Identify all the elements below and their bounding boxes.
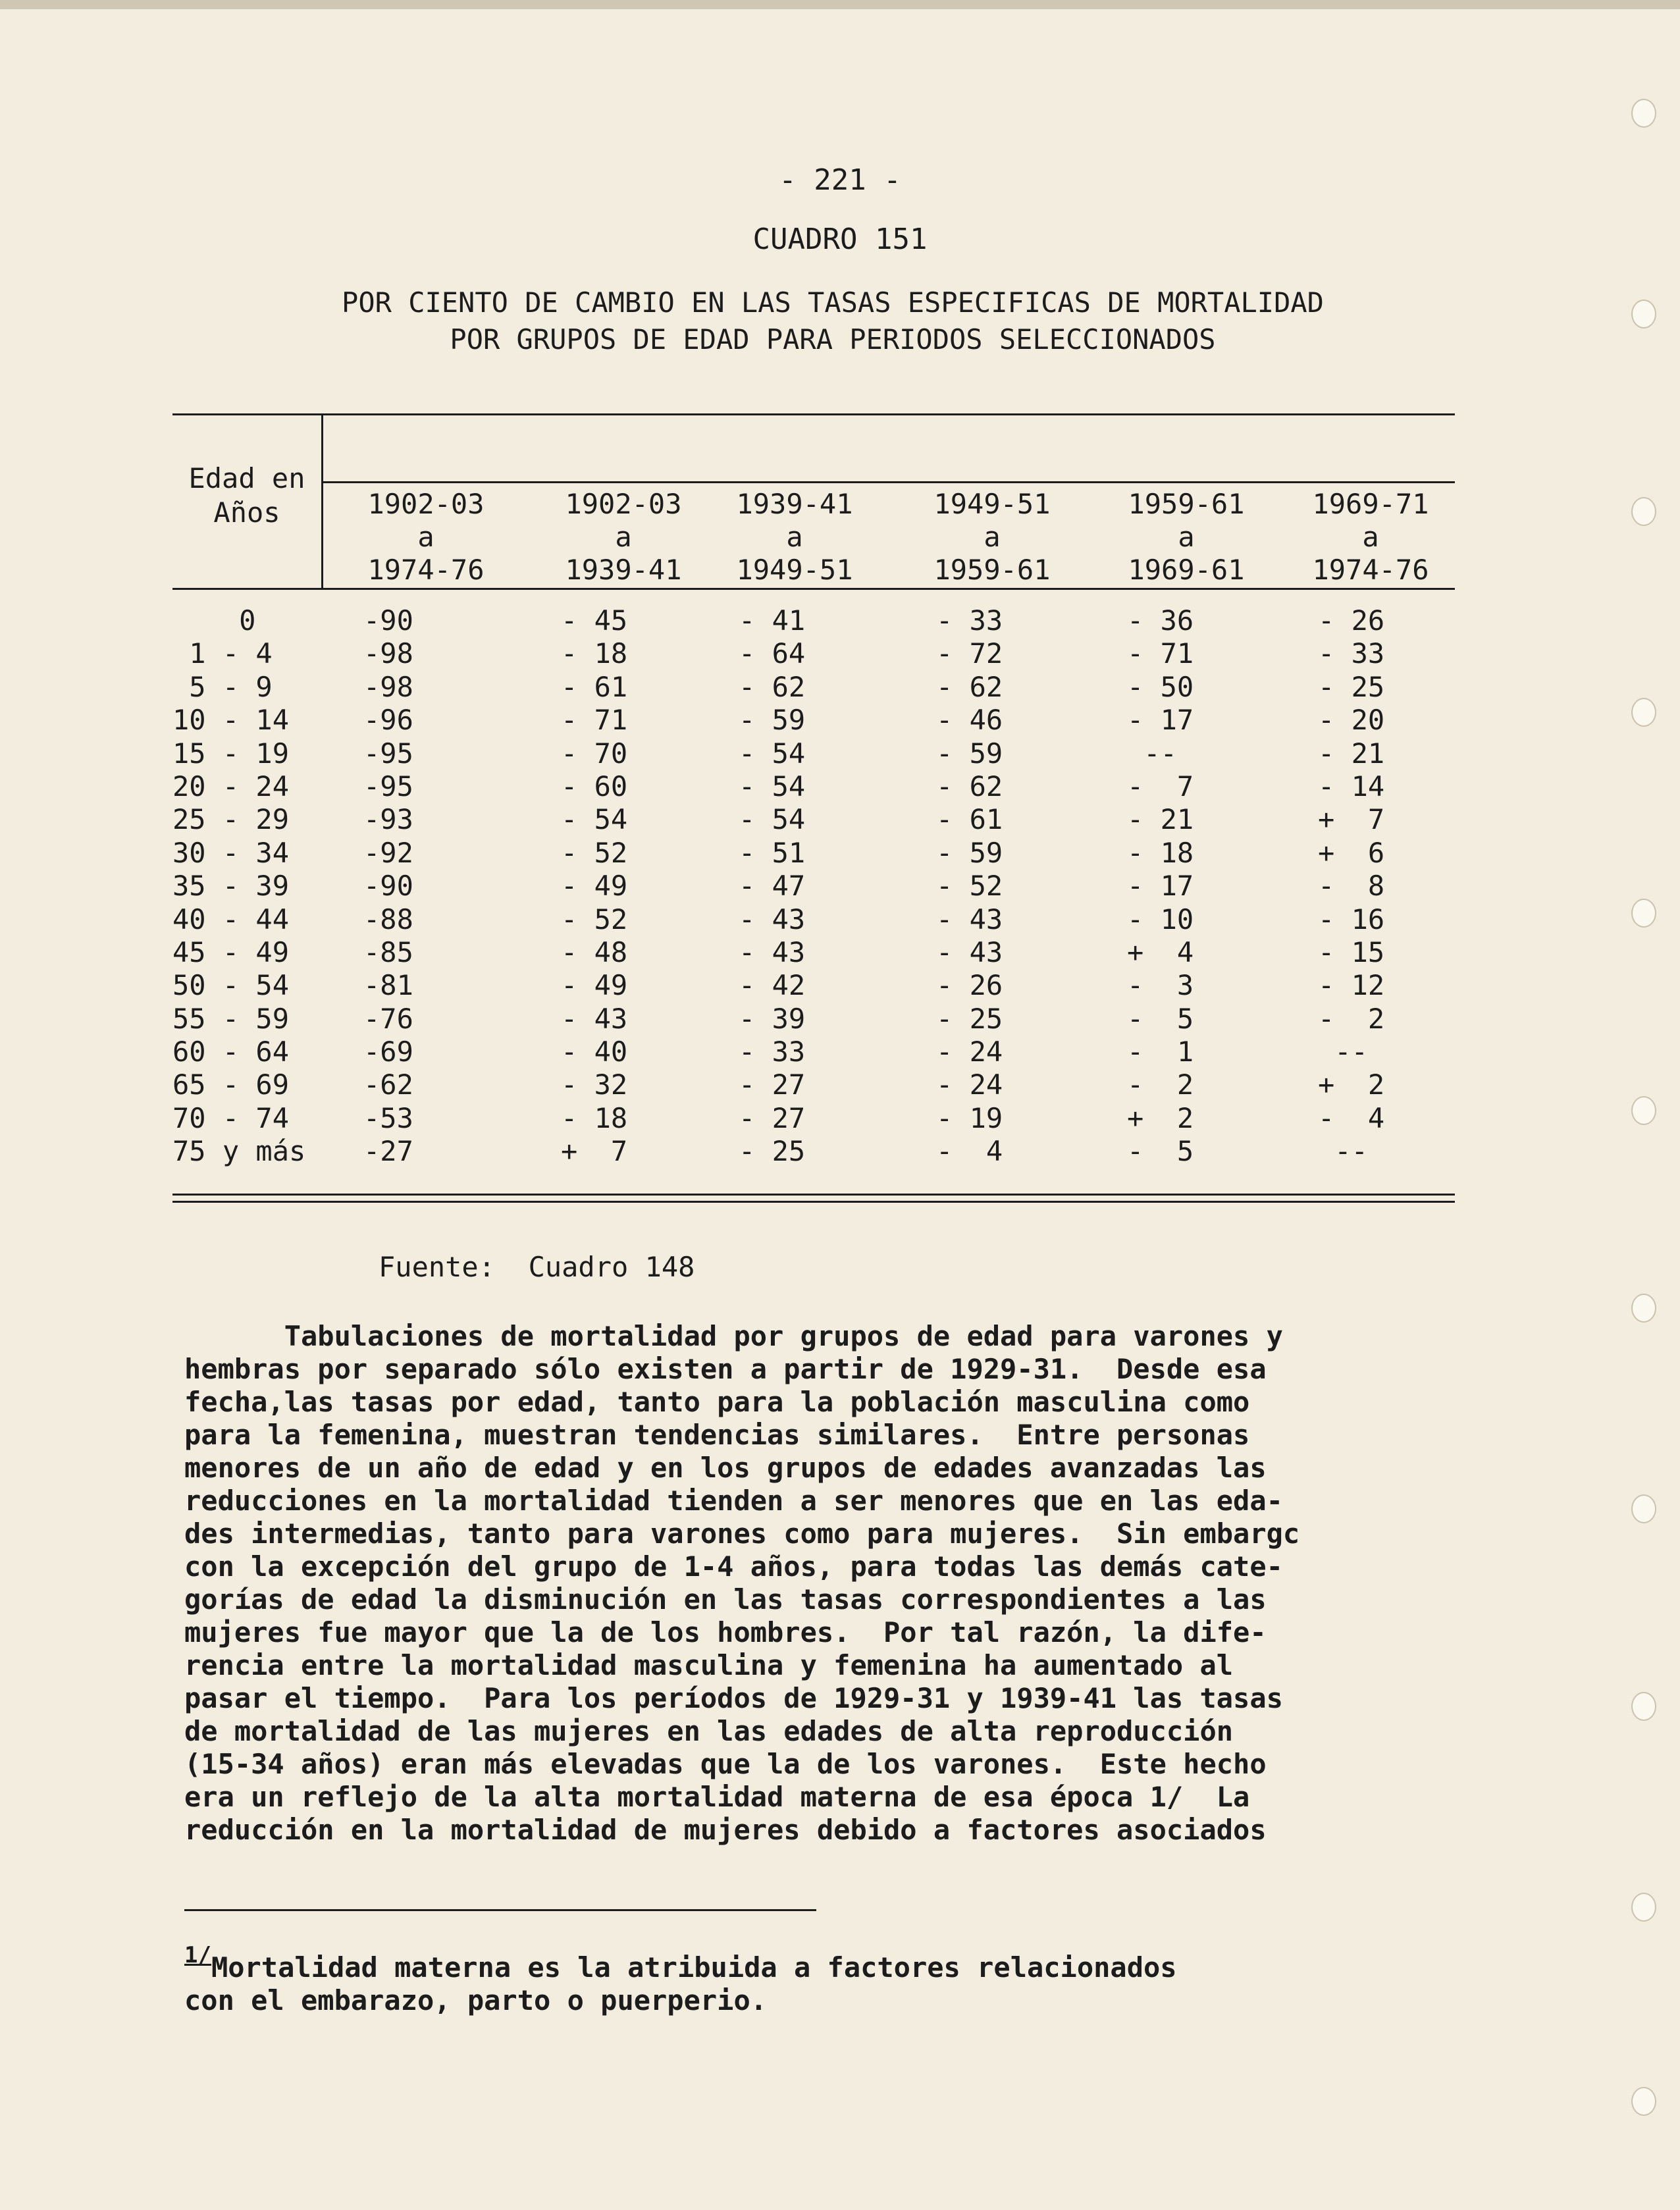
binder-holes <box>1621 0 1680 2210</box>
percent-change-cell: - 2 <box>1318 1002 1385 1035</box>
percent-change-cell: - 48 <box>561 935 628 968</box>
percent-change-cell: + 2 <box>1127 1101 1194 1134</box>
row-header-label <box>172 461 321 530</box>
percent-change-cell: -88 <box>363 903 413 935</box>
binder-hole <box>1631 2087 1656 2116</box>
period-a: a <box>1362 521 1379 553</box>
period-header <box>702 488 887 587</box>
percent-change-cell: - 19 <box>936 1101 1003 1134</box>
footnote-rule <box>184 1909 816 1911</box>
table-row <box>172 637 1455 670</box>
percent-change-cell: -90 <box>363 604 413 637</box>
age-group-cell: 35 - 39 <box>172 870 290 903</box>
table-row <box>172 870 1455 903</box>
percent-change-cell: - 26 <box>1318 604 1385 637</box>
percent-change-cell: + 6 <box>1318 836 1385 869</box>
percent-change-cell: - 7 <box>1127 770 1194 802</box>
footnote-line <box>184 1939 1475 1984</box>
percent-change-cell: - 71 <box>561 704 628 737</box>
percent-change-cell: - 47 <box>739 870 806 903</box>
paragraph-line: pasar el tiempo. Para los períodos de 1929-31 y 1939-41 las tasas <box>184 1682 1283 1714</box>
percent-change-cell: - 4 <box>1318 1101 1385 1134</box>
period-header <box>334 488 518 587</box>
period-a: a <box>1178 521 1195 553</box>
percent-change-cell: - 41 <box>739 604 806 637</box>
rule-line <box>172 1201 1455 1203</box>
percent-change-cell: - 43 <box>561 1002 628 1035</box>
title-line: POR CIENTO DE CAMBIO EN LAS TASAS ESPECIFICAS DE MORTALIDAD <box>342 286 1324 319</box>
paragraph-line: rencia entre la mortalidad masculina y femenina ha aumentado al <box>184 1649 1234 1681</box>
age-group-cell: 10 - 14 <box>172 704 290 737</box>
period-a: a <box>786 521 803 553</box>
percent-change-cell: - 4 <box>936 1135 1003 1168</box>
percent-change-cell: - 52 <box>561 903 628 935</box>
table-row <box>172 1135 1455 1168</box>
period-from: 1959-61 <box>1128 488 1245 520</box>
table-row <box>172 903 1455 936</box>
percent-change-cell: - 64 <box>739 637 806 670</box>
page-number: - 221 - <box>779 163 901 197</box>
table-row <box>172 803 1455 836</box>
binder-hole <box>1631 300 1656 329</box>
header-inner-rule <box>323 481 1455 483</box>
binder-hole <box>1631 1294 1656 1323</box>
mortality-change-table <box>172 413 1455 1203</box>
paragraph-line: mujeres fue mayor que la de los hombres. Por tal razón, la dife- <box>184 1616 1267 1648</box>
percent-change-cell: - 43 <box>936 935 1003 968</box>
age-group-cell: 30 - 34 <box>172 836 290 869</box>
percent-change-cell: - 20 <box>1318 704 1385 737</box>
source-note: Fuente: Cuadro 148 <box>379 1251 695 1283</box>
percent-change-cell: -53 <box>363 1101 413 1134</box>
paragraph-line: des intermedias, tanto para varones como para mujeres. Sin embargc <box>184 1517 1300 1550</box>
footnote-text: Mortalidad materna es la atribuida a factores relacionados <box>211 1951 1177 1984</box>
table-row <box>172 837 1455 870</box>
percent-change-cell: - 18 <box>561 1101 628 1134</box>
period-header <box>1278 488 1463 587</box>
percent-change-cell: -95 <box>363 770 413 802</box>
period-header <box>900 488 1084 587</box>
table-row <box>172 704 1455 737</box>
percent-change-cell: - 71 <box>1127 637 1194 670</box>
percent-change-cell: - 15 <box>1318 935 1385 968</box>
percent-change-cell: - 10 <box>1127 903 1194 935</box>
percent-change-cell: - 51 <box>739 836 806 869</box>
percent-change-cell: - 27 <box>739 1101 806 1134</box>
table-bottom-double-rule <box>172 1194 1455 1203</box>
paragraph-line: gorías de edad la disminución en las tasas correspondientes a las <box>184 1583 1267 1616</box>
period-to: 1939-41 <box>565 554 682 586</box>
percent-change-cell: - 17 <box>1127 870 1194 903</box>
period-from: 1949-51 <box>933 488 1051 520</box>
period-to: 1969-61 <box>1128 554 1245 586</box>
percent-change-cell: + 7 <box>561 1135 628 1168</box>
period-header <box>531 488 716 587</box>
percent-change-cell: -90 <box>363 870 413 903</box>
paragraph-line: fecha,las tasas por edad, tanto para la población masculina como <box>184 1386 1250 1418</box>
age-group-cell: 75 y más <box>172 1135 306 1168</box>
percent-change-cell: - 50 <box>1127 670 1194 703</box>
paragraph-line: menores de un año de edad y en los grupos de edades avanzadas las <box>184 1452 1267 1484</box>
period-a: a <box>615 521 632 553</box>
percent-change-cell: - 24 <box>936 1036 1003 1068</box>
percent-change-cell: - 54 <box>739 737 806 770</box>
table-row <box>172 1036 1455 1068</box>
age-group-cell: 5 - 9 <box>172 670 273 703</box>
percent-change-cell: -98 <box>363 637 413 670</box>
table-row <box>172 1003 1455 1036</box>
percent-change-cell: - 59 <box>739 704 806 737</box>
percent-change-cell: - 33 <box>936 604 1003 637</box>
percent-change-cell: - 70 <box>561 737 628 770</box>
paragraph-line: de mortalidad de las mujeres en las edades de alta reproducción <box>184 1715 1234 1747</box>
period-from: 1902-03 <box>367 488 485 520</box>
table-number: CUADRO 151 <box>752 223 928 256</box>
period-from: 1902-03 <box>565 488 682 520</box>
paragraph-line: era un reflejo de la alta mortalidad materna de esa época 1/ La <box>184 1781 1250 1813</box>
percent-change-cell: - 49 <box>561 969 628 1002</box>
percent-change-cell: -98 <box>363 670 413 703</box>
percent-change-cell: - 43 <box>739 903 806 935</box>
footnote <box>184 1939 1475 2017</box>
period-to: 1974-76 <box>367 554 485 586</box>
percent-change-cell: - 45 <box>561 604 628 637</box>
percent-change-cell: - 60 <box>561 770 628 802</box>
percent-change-cell: -69 <box>363 1036 413 1068</box>
percent-change-cell: - 26 <box>936 969 1003 1002</box>
period-to: 1974-76 <box>1312 554 1429 586</box>
percent-change-cell: -27 <box>363 1135 413 1168</box>
percent-change-cell: - 12 <box>1318 969 1385 1002</box>
paragraph-line: para la femenina, muestran tendencias similares. Entre personas <box>184 1419 1250 1451</box>
percent-change-cell: - 61 <box>561 670 628 703</box>
percent-change-cell: -81 <box>363 969 413 1002</box>
paragraph-line: Tabulaciones de mortalidad por grupos de edad para varones y <box>184 1320 1283 1352</box>
percent-change-cell: - 52 <box>936 870 1003 903</box>
percent-change-cell: - 54 <box>739 803 806 836</box>
age-group-cell: 70 - 74 <box>172 1101 290 1134</box>
footnote-line: con el embarazo, parto o puerperio. <box>184 1984 768 2016</box>
period-to: 1949-51 <box>736 554 853 586</box>
percent-change-cell: - 43 <box>739 935 806 968</box>
percent-change-cell: + 7 <box>1318 803 1385 836</box>
table-row <box>172 1102 1455 1135</box>
percent-change-cell: - 25 <box>1318 670 1385 703</box>
percent-change-cell: - 17 <box>1127 704 1194 737</box>
age-group-cell: 20 - 24 <box>172 770 290 802</box>
binder-hole <box>1631 698 1656 727</box>
percent-change-cell: - 24 <box>936 1068 1003 1101</box>
paragraph-line: con la excepción del grupo de 1-4 años, para todas las demás cate- <box>184 1550 1283 1583</box>
paragraph-line: (15-34 años) eran más elevadas que la de los varones. Este hecho <box>184 1748 1267 1780</box>
percent-change-cell: - 62 <box>739 670 806 703</box>
binder-hole <box>1631 99 1656 128</box>
binder-hole <box>1631 1494 1656 1523</box>
percent-change-cell: - 39 <box>739 1002 806 1035</box>
age-group-cell: 50 - 54 <box>172 969 290 1002</box>
period-a: a <box>417 521 434 553</box>
percent-change-cell: - 25 <box>739 1135 806 1168</box>
percent-change-cell: - 40 <box>561 1036 628 1068</box>
percent-change-cell: - 21 <box>1318 737 1385 770</box>
percent-change-cell: - 49 <box>561 870 628 903</box>
age-group-cell: 0 <box>172 604 256 637</box>
percent-change-cell: - 46 <box>936 704 1003 737</box>
age-group-cell: 1 - 4 <box>172 637 273 670</box>
percent-change-cell: -- <box>1318 1036 1368 1068</box>
percent-change-cell: + 2 <box>1318 1068 1385 1101</box>
row-header-line: Años <box>213 496 280 529</box>
binder-hole <box>1631 1893 1656 1922</box>
row-header-line: Edad en <box>188 462 305 494</box>
period-header <box>1094 488 1278 587</box>
percent-change-cell: - 72 <box>936 637 1003 670</box>
body-paragraph <box>184 1320 1475 1847</box>
percent-change-cell: - 5 <box>1127 1002 1194 1035</box>
percent-change-cell: - 59 <box>936 737 1003 770</box>
percent-change-cell: - 3 <box>1127 969 1194 1002</box>
percent-change-cell: - 36 <box>1127 604 1194 637</box>
percent-change-cell: - 32 <box>561 1068 628 1101</box>
percent-change-cell: - 2 <box>1127 1068 1194 1101</box>
percent-change-cell: -76 <box>363 1002 413 1035</box>
age-group-cell: 60 - 64 <box>172 1036 290 1068</box>
paragraph-line: hembras por separado sólo existen a partir de 1929-31. Desde esa <box>184 1353 1267 1385</box>
age-group-cell: 25 - 29 <box>172 803 290 836</box>
percent-change-cell: - 1 <box>1127 1036 1194 1068</box>
percent-change-cell: -93 <box>363 803 413 836</box>
table-row <box>172 936 1455 969</box>
percent-change-cell: - 27 <box>739 1068 806 1101</box>
percent-change-cell: - 54 <box>739 770 806 802</box>
percent-change-cell: - 21 <box>1127 803 1194 836</box>
header-bottom-rule <box>172 588 1455 590</box>
percent-change-cell: -85 <box>363 935 413 968</box>
period-from: 1939-41 <box>736 488 853 520</box>
percent-change-cell: + 4 <box>1127 935 1194 968</box>
table-row <box>172 671 1455 704</box>
paragraph-line: reducción en la mortalidad de mujeres debido a factores asociados <box>184 1814 1267 1846</box>
percent-change-cell: -- <box>1318 1135 1368 1168</box>
percent-change-cell: -62 <box>363 1068 413 1101</box>
percent-change-cell: - 25 <box>936 1002 1003 1035</box>
percent-change-cell: -96 <box>363 704 413 737</box>
binder-hole <box>1631 1096 1656 1125</box>
percent-change-cell: - 33 <box>739 1036 806 1068</box>
percent-change-cell: - 43 <box>936 903 1003 935</box>
percent-change-cell: - 54 <box>561 803 628 836</box>
percent-change-cell: - 18 <box>1127 836 1194 869</box>
percent-change-cell: - 59 <box>936 836 1003 869</box>
percent-change-cell: - 62 <box>936 770 1003 802</box>
period-from: 1969-71 <box>1312 488 1429 520</box>
percent-change-cell: - 42 <box>739 969 806 1002</box>
table-body <box>172 604 1455 1169</box>
title-line: POR GRUPOS DE EDAD PARA PERIODOS SELECCIONADOS <box>450 323 1216 355</box>
binder-hole <box>1631 497 1656 526</box>
percent-change-cell: - 8 <box>1318 870 1385 903</box>
age-group-cell: 15 - 19 <box>172 737 290 770</box>
period-a: a <box>984 521 1001 553</box>
age-group-cell: 65 - 69 <box>172 1068 290 1101</box>
percent-change-cell: - 16 <box>1318 903 1385 935</box>
percent-change-cell: - 62 <box>936 670 1003 703</box>
percent-change-cell: - 52 <box>561 836 628 869</box>
percent-change-cell: -92 <box>363 836 413 869</box>
percent-change-cell: -95 <box>363 737 413 770</box>
percent-change-cell: - 14 <box>1318 770 1385 802</box>
percent-change-cell: - 33 <box>1318 637 1385 670</box>
table-title <box>165 284 1501 358</box>
percent-change-cell: - 61 <box>936 803 1003 836</box>
table-row <box>172 1068 1455 1101</box>
table-row <box>172 737 1455 770</box>
table-row <box>172 604 1455 637</box>
header-divider <box>321 415 323 588</box>
footnote-marker: 1/ <box>184 1942 211 1968</box>
table-row <box>172 770 1455 803</box>
table-row <box>172 969 1455 1002</box>
binder-hole <box>1631 1692 1656 1721</box>
table-header <box>172 415 1455 588</box>
percent-change-cell: - 5 <box>1127 1135 1194 1168</box>
percent-change-cell: -- <box>1127 737 1177 770</box>
paragraph-line: reducciones en la mortalidad tienden a ser menores que en las eda- <box>184 1485 1283 1517</box>
age-group-cell: 45 - 49 <box>172 935 290 968</box>
binder-hole <box>1631 899 1656 928</box>
age-group-cell: 40 - 44 <box>172 903 290 935</box>
age-group-cell: 55 - 59 <box>172 1002 290 1035</box>
period-to: 1959-61 <box>933 554 1051 586</box>
rule-gap <box>172 1196 1455 1201</box>
percent-change-cell: - 18 <box>561 637 628 670</box>
page-top-edge <box>0 0 1680 9</box>
